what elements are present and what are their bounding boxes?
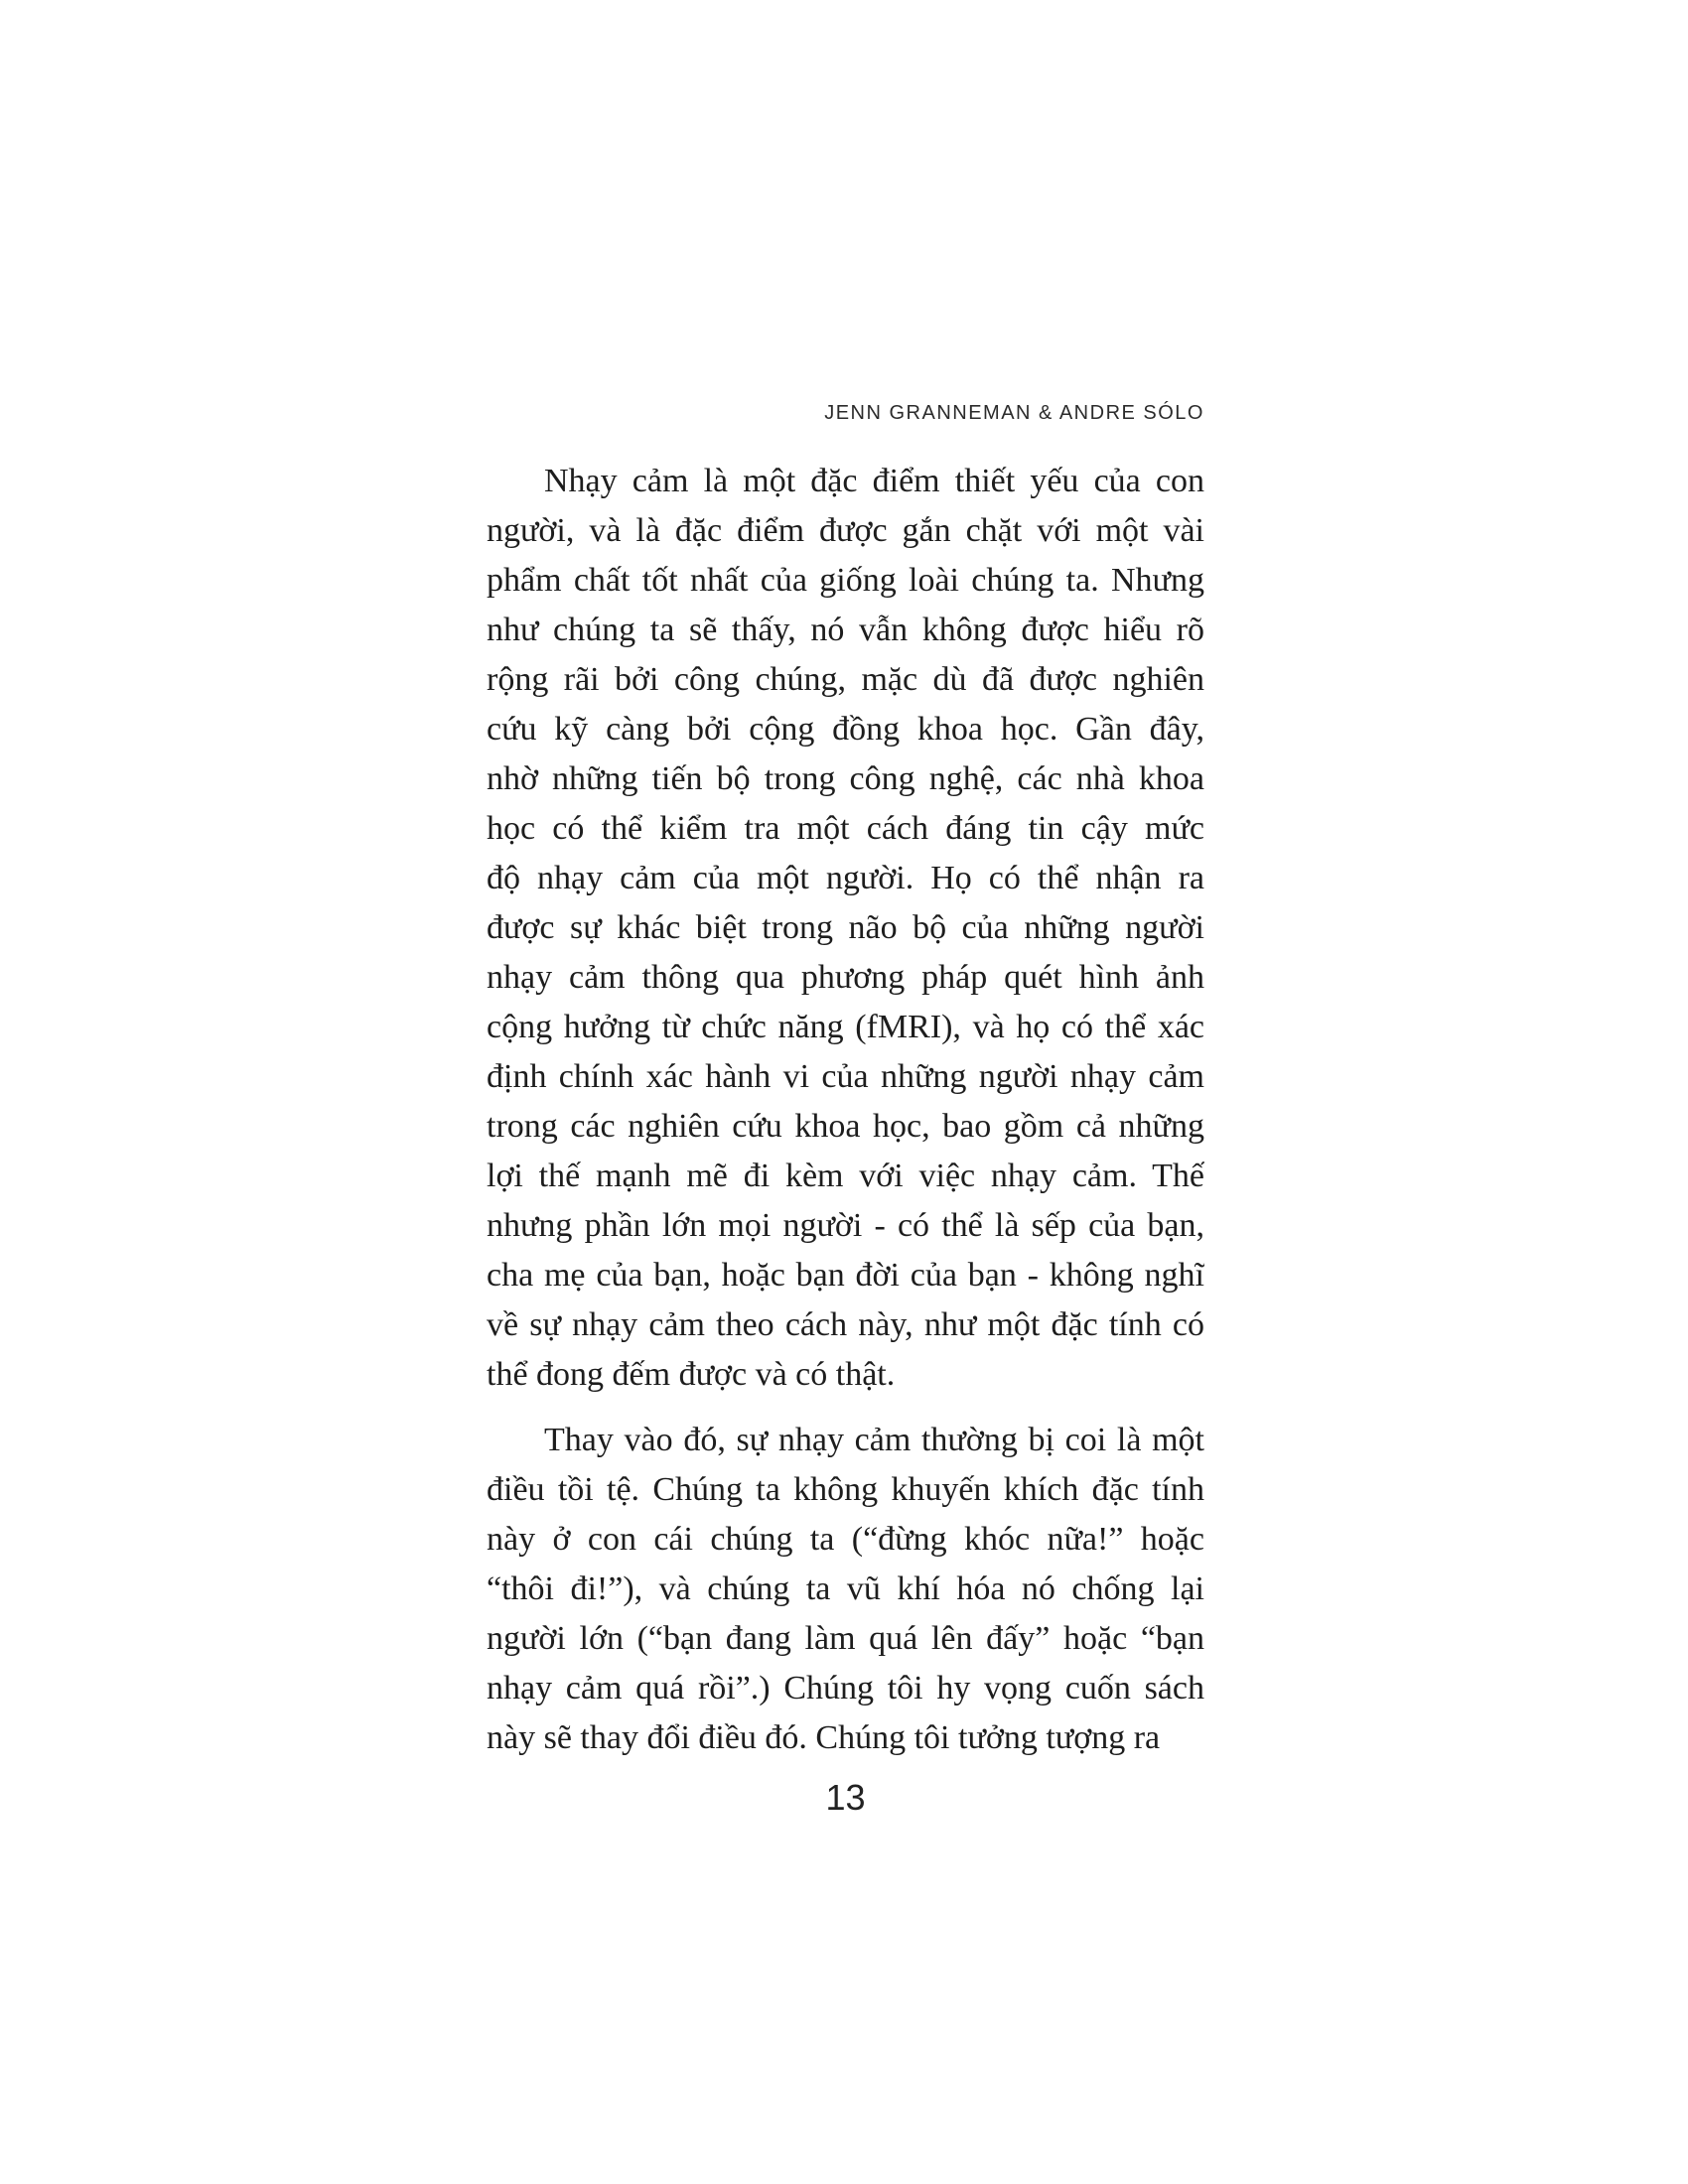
paragraph-1	[487, 457, 1204, 1400]
body-line: phẩm chất tốt nhất của giống loài chúng ta. Nhưng	[487, 562, 1204, 599]
body-line: thể đong đếm được và có thật.	[487, 1356, 896, 1393]
body-line: về sự nhạy cảm theo cách này, như một đặc tính có	[487, 1306, 1204, 1343]
body-line: người lớn (“bạn đang làm quá lên đấy” hoặc “bạn	[487, 1620, 1204, 1657]
body-line: này ở con cái chúng ta (“đừng khóc nữa!” hoặc	[487, 1521, 1204, 1558]
body-text	[487, 457, 1204, 1763]
body-line: này sẽ thay đổi điều đó. Chúng tôi tưởng tượng ra	[487, 1719, 1161, 1756]
body-line: cha mẹ của bạn, hoặc bạn đời của bạn - không nghĩ	[487, 1257, 1204, 1294]
body-line: Thay vào đó, sự nhạy cảm thường bị coi là một	[544, 1422, 1204, 1458]
body-line: nhờ những tiến bộ trong công nghệ, các nhà khoa	[487, 760, 1204, 797]
body-line: điều tồi tệ. Chúng ta không khuyến khích đặc tính	[487, 1471, 1204, 1508]
running-header-author-line: JENN GRANNEMAN & ANDRE SÓLO	[824, 402, 1204, 424]
body-line: lợi thế mạnh mẽ đi kèm với việc nhạy cảm. Thế	[487, 1158, 1204, 1194]
paragraph-2	[487, 1416, 1204, 1763]
body-line: người, và là đặc điểm được gắn chặt với một vài	[487, 512, 1204, 549]
body-line: được sự khác biệt trong não bộ của những người	[487, 909, 1204, 946]
page-number: 13	[825, 1777, 866, 1818]
body-line: như chúng ta sẽ thấy, nó vẫn không được hiểu rõ	[487, 612, 1204, 648]
body-line: rộng rãi bởi công chúng, mặc dù đã được nghiên	[487, 661, 1204, 698]
body-line: Nhạy cảm là một đặc điểm thiết yếu của con	[544, 463, 1204, 499]
body-line: định chính xác hành vi của những người nhạy cảm	[487, 1058, 1204, 1095]
body-line: cộng hưởng từ chức năng (fMRI), và họ có thể xác	[487, 1009, 1204, 1045]
body-line: nhạy cảm thông qua phương pháp quét hình ảnh	[487, 959, 1204, 996]
body-line: trong các nghiên cứu khoa học, bao gồm cả những	[487, 1108, 1204, 1145]
body-line: nhạy cảm quá rồi”.) Chúng tôi hy vọng cuốn sách	[487, 1670, 1204, 1706]
body-line: cứu kỹ càng bởi cộng đồng khoa học. Gần đây,	[487, 711, 1204, 748]
body-line: độ nhạy cảm của một người. Họ có thể nhận ra	[487, 860, 1204, 896]
text-column	[487, 401, 1204, 1819]
body-line: học có thể kiểm tra một cách đáng tin cậy mức	[487, 810, 1204, 847]
body-line: “thôi đi!”), và chúng ta vũ khí hóa nó chống lại	[487, 1570, 1204, 1607]
body-line: nhưng phần lớn mọi người - có thể là sếp của bạn,	[487, 1207, 1204, 1244]
